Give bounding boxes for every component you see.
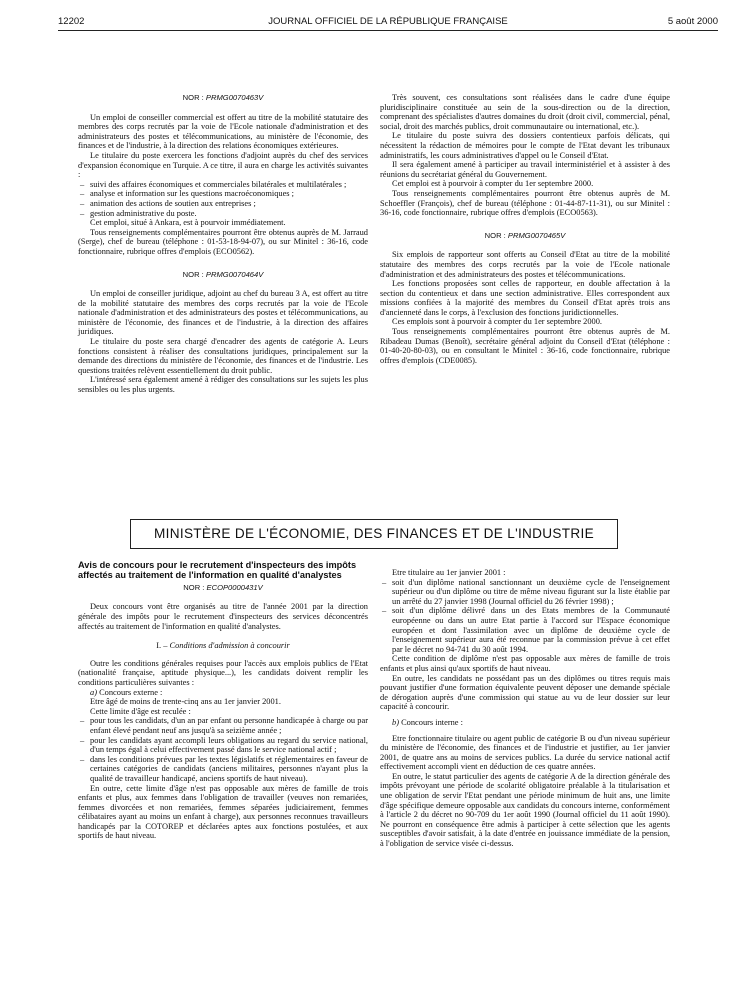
subheading: a) Concours externe : — [90, 687, 163, 697]
lower-left-column — [78, 560, 368, 841]
paragraph: Etre âgé de moins de trente-cinq ans au 1er janvier 2001. — [90, 697, 281, 707]
paragraph: En outre, cette limite d'âge n'est pas opposable aux mères de famille de trois enfants et plus, aux femmes dans l'obligation de travailler (veuves non remariées, femmes divorcées et non remariées, femmes séparées judiciairement, femmes célibataires ayant au moins un enfant à charge), aux personnes reconnues travailleurs handicapés par la COTOREP et déclarées aptes aux fonctions postulées, et aux sportifs de haut niveau. — [78, 783, 368, 841]
paragraph: En outre, les candidats ne possédant pas un des diplômes ou titres requis mais pouvant justifier d'une formation équivalente peuvent déposer une demande spéciale de dérogation auprès d'une commission qui statue au vu de leur dossier sur leur capacité à concourir. — [380, 673, 670, 712]
nor-reference: NOR : PRMG0070464V — [182, 269, 264, 279]
list-item: – soit d'un diplôme national sanctionnant un deuxième cycle de l'enseignement supérieur ou d'un diplôme ou titre de même niveau figurant sur la liste établie par un arrêté du 27 janvier 1998 (Journal officiel du 26 février 1998) ; — [380, 578, 670, 607]
condition-list — [78, 716, 368, 783]
issue-date: 5 août 2000 — [667, 16, 718, 27]
paragraph: Ces emplois sont à pourvoir à compter du 1er septembre 2000. — [392, 317, 603, 327]
nor-reference: NOR : PRMG0070465V — [484, 230, 566, 240]
paragraph: Le titulaire du poste suivra des dossiers contentieux parfois délicats, qui nécessitent la rédaction de mémoires pour le compte de l'Etat devant les tribunaux administratifs, les cours administratives d'appel ou le Conseil d'Etat. — [380, 131, 670, 160]
diploma-list — [380, 578, 670, 655]
list-item: – analyse et information sur les questions macroéconomiques ; — [78, 189, 368, 199]
activity-list — [78, 180, 368, 218]
paragraph: Cet emploi est à pourvoir à compter du 1er septembre 2000. — [392, 179, 594, 189]
paragraph: En outre, le statut particulier des agents de catégorie A de la direction générale des impôts prévoyant une période de scolarité obligatoire préalable à la titularisation et une obligation de servir l'Etat pendant une période minimum de huit ans, une limite d'âge spécifique demeure opposable aux candidats du concours interne, conformément à l'article 2 du décret no 90-709 du 1er août 1990 (Journal officiel du 11 août 1990). Ne pourront en conséquence être admis à participer à cette sélection que les agents susceptibles d'avoir satisfait, à la date d'entrée en jouissance immédiate de la pension, à l'obligation de service visée ci-dessus. — [380, 771, 670, 849]
upper-left-column — [78, 93, 368, 395]
paragraph: Outre les conditions générales requises pour l'accès aux emplois publics de l'Etat (nationalité française, aptitude physique...), les candidats doivent remplir les conditions particulières suivantes : — [78, 658, 368, 687]
journal-title: JOURNAL OFFICIEL DE LA RÉPUBLIQUE FRANÇAISE — [268, 16, 508, 27]
nor-reference: NOR : PRMG0070463V — [182, 93, 264, 102]
list-item: – pour les candidats ayant accompli leurs obligations au regard du service national, d'un temps égal à celui effectivement passé dans le service national actif ; — [78, 736, 368, 755]
paragraph: Cet emploi, situé à Ankara, est à pourvoir immédiatement. — [90, 218, 286, 228]
ministry-heading: MINISTÈRE DE L'ÉCONOMIE, DES FINANCES ET DE L'INDUSTRIE — [130, 519, 618, 549]
paragraph: Le titulaire du poste sera chargé d'encadrer des agents de catégorie A. Leurs fonctions consistent à réaliser des consultations juridiques, principalement sur la demande des directions du ministère de l'économie, des finances et de l'industrie. Les questions traitées relèvent essentiellement du droit public. — [78, 337, 368, 375]
paragraph: Cette condition de diplôme n'est pas opposable aux mères de famille de trois enfants et plus ainsi qu'aux sportifs de haut niveau. — [380, 654, 670, 673]
paragraph: Un emploi de conseiller commercial est offert au titre de la mobilité statutaire des membres des corps recrutés par la voie de l'Ecole nationale d'administration et des administrateurs des postes et télécommunications, au ministère de l'économie, des finances et de l'industrie, à la direction des relations économiques extérieures. — [78, 112, 368, 151]
notice-title: Avis de concours pour le recrutement d'inspecteurs des impôts affectés au traitement de l'information en qualité d'analystes — [78, 560, 357, 581]
paragraph: Tous renseignements complémentaires pourront être obtenus auprès de M. Ribadeau Dumas (Benoît), secrétaire général adjoint du Conseil d'Etat (téléphone : 01-40-20-80-03), ou en consultant le Minitel : 36-16, code fonctionnaire, rubrique offres d'emplois (CDE0085). — [380, 327, 670, 365]
paragraph: Tous renseignements complémentaires pourront être obtenus auprès de M. Schoeffler (François), chef de bureau (téléphone : 01-44-87-11-31), ou sur Minitel : 36-16, code fonctionnaire, rubrique offres d'emplois (ECO0563). — [380, 188, 670, 218]
paragraph: Un emploi de conseiller juridique, adjoint au chef du bureau 3 A, est offert au titre de la mobilité statutaire des membres des corps recrutés par la voie de l'Ecole nationale d'administration et des administrateurs des postes et télécommunications, au ministère de l'économie, des finances et de l'industrie, à la direction des affaires juridiques. — [78, 289, 368, 337]
paragraph: Les fonctions proposées sont celles de rapporteur, en double affectation à la section du contentieux et dans une section administrative. Elles correspondent aux missions confiées à la majorité des membres du Conseil d'Etat après trois ans d'ancienneté dans le corps, à l'exclusion des fonctions juridictionnelles. — [380, 279, 670, 317]
paragraph: Le titulaire du poste exercera les fonctions d'adjoint auprès du chef des services d'expansion économique en Turquie. A ce titre, il aura en charge les activités suivantes : — [78, 150, 368, 180]
paragraph: Très souvent, ces consultations sont réalisées dans le cadre d'une équipe pluridisciplinaire constituée au sein de la sous-direction ou de la direction, comprenant des spécialistes d'autres domaines du droit (droit civil, commercial, pénal, social, droit des marchés publics, droit communautaire ou international, etc.). — [380, 93, 670, 131]
list-item: – pour tous les candidats, d'un an par enfant ou personne handicapée à charge ou par enfant élevé pendant neuf ans jusqu'à sa seizième année ; — [78, 716, 368, 735]
list-item: – animation des actions de soutien aux entreprises ; — [78, 199, 368, 209]
page-number: 12202 — [58, 16, 85, 27]
nor-reference: NOR : ECOP0000431V — [183, 582, 263, 592]
section-heading: I. – Conditions d'admission à concourir — [156, 641, 290, 651]
page-header — [58, 16, 718, 31]
lower-right-column — [380, 568, 670, 849]
paragraph: Etre fonctionnaire titulaire ou agent public de catégorie B ou d'un niveau supérieur du ministère de l'économie, des finances et de l'industrie et justifier, au 1er janvier 2001, de quatre ans au moins de services publics. La durée du service national actif effectivement accompli vient en déduction de ces quatre années. — [380, 733, 670, 772]
paragraph: Etre titulaire au 1er janvier 2001 : — [392, 568, 506, 577]
paragraph: L'intéressé sera également amené à rédiger des consultations sur les sujets les plus sensibles ou les plus urgents. — [78, 375, 368, 395]
paragraph: Cette limite d'âge est reculée : — [90, 706, 191, 716]
paragraph: Tous renseignements complémentaires pourront être obtenus auprès de M. Jarraud (Serge), chef de bureau (téléphone : 01-53-18-94-07), ou sur Minitel : 36-16, code fonctionnaire, rubrique offres d'emplois (ECO0562). — [78, 227, 368, 256]
subheading: b) Concours interne : — [392, 717, 463, 727]
paragraph: Il sera également amené à participer au travail interministériel et à assister à des réunions du secrétariat général du Gouvernement. — [380, 160, 670, 179]
list-item: – gestion administrative du poste. — [78, 209, 368, 219]
paragraph: Deux concours vont être organisés au titre de l'année 2001 par la direction générale des impôts pour le recrutement d'inspecteurs des services déconcentrés affectés au traitement de l'information en qualité d'analystes. — [78, 602, 368, 631]
list-item: – dans les conditions prévues par les textes législatifs et réglementaires en faveur de certaines catégories de candidats (anciens militaires, personnes n'ayant plus la qualité de travailleur handicapé, anciens sportifs de haut niveau). — [78, 755, 368, 784]
upper-right-column — [380, 93, 670, 365]
list-item: – suivi des affaires économiques et commerciales bilatérales et multilatérales ; — [78, 180, 368, 190]
list-item: – soit d'un diplôme délivré dans un des Etats membres de la Communauté européenne ou dans un autre Etat partie à l'accord sur l'Espace économique européen et dont l'assimilation avec un diplôme de deuxième cycle de l'enseignement supérieur aura été reconnue par la commission prévue à cet effet par le décret no 94-741 du 30 août 1994. — [380, 606, 670, 654]
paragraph: Six emplois de rapporteur sont offerts au Conseil d'Etat au titre de la mobilité statutaire des membres des corps recrutés par la voie de l'Ecole nationale d'administration et des administrateurs des postes et télécommunications. — [380, 250, 670, 279]
